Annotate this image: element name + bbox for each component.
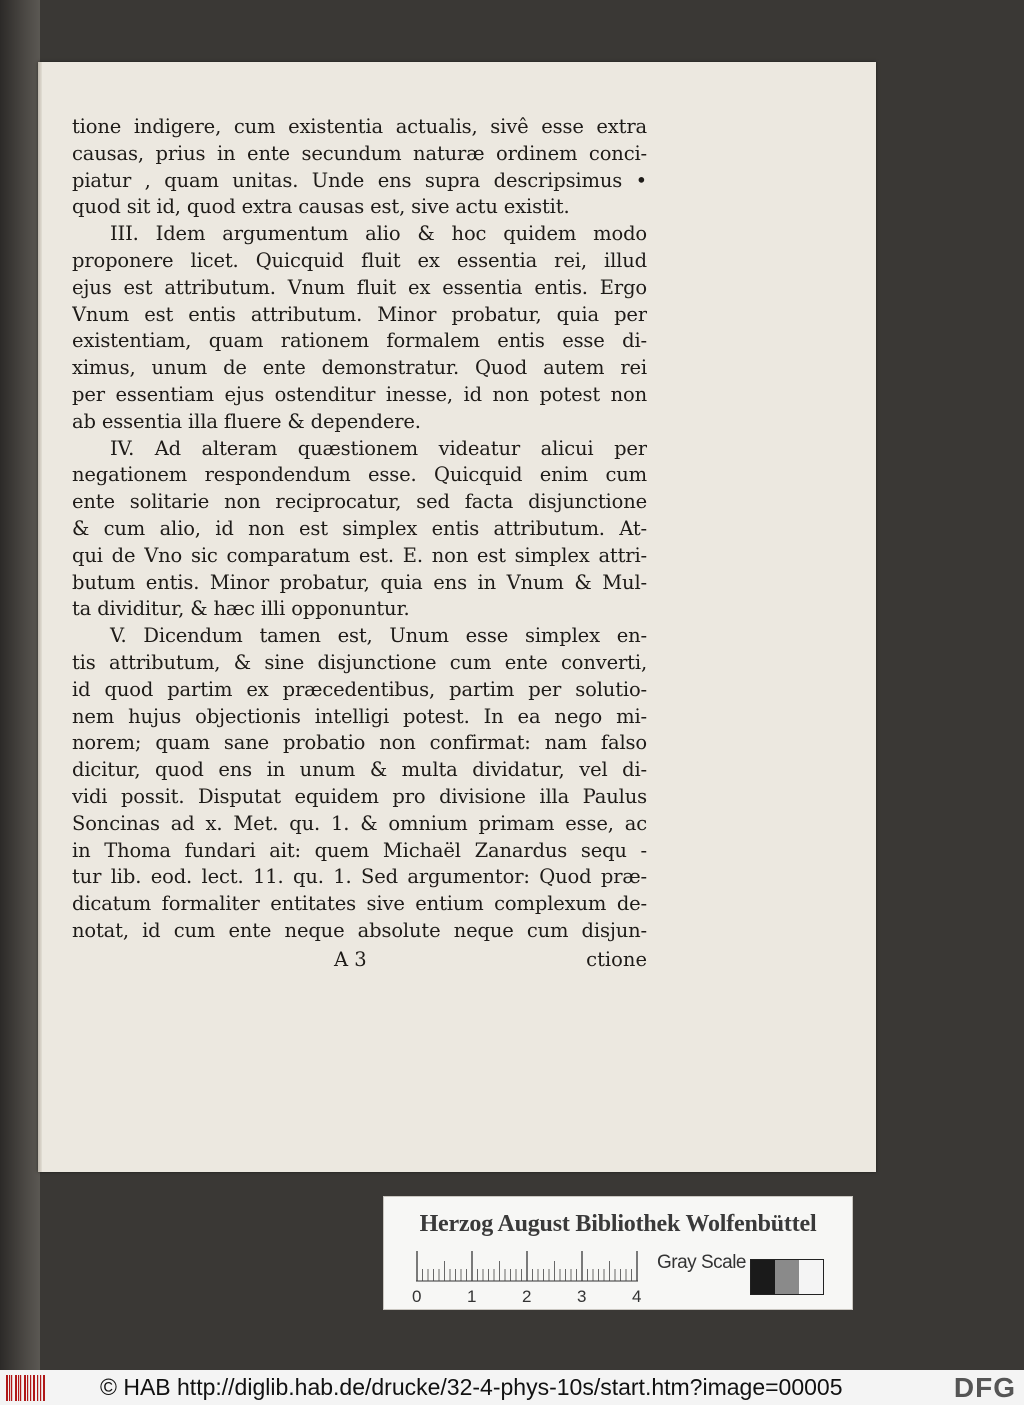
- text-line: tur lib. eod. lect. 11. qu. 1. Sed argumentor: Quod præ-: [72, 865, 647, 889]
- text-line: vidi possit. Disputat equidem pro divisione illa Paulus: [72, 784, 647, 808]
- text-line: nem hujus objectionis intelligi potest. In ea nego mi-: [72, 704, 647, 728]
- barcode-stripe: [37, 1375, 38, 1401]
- barcode-stripe: [27, 1375, 28, 1401]
- text-line: per essentiam ejus ostenditur inesse, id non potest non: [72, 382, 647, 406]
- ruler-scale: [416, 1250, 638, 1282]
- text-line: V. Dicendum tamen est, Unum esse simplex en-: [110, 624, 647, 648]
- text-line: IV. Ad alteram quæstionem videatur alicui per: [110, 436, 647, 460]
- text-line: proponere licet. Quicquid fluit ex essentia rei, illud: [72, 248, 647, 272]
- ruler-number: 1: [467, 1287, 477, 1306]
- text-line: ejus est attributum. Vnum fluit ex essentia entis. Ergo: [72, 275, 647, 299]
- text-line: dicatum formaliter entitates sive entium complexum de-: [72, 892, 647, 916]
- ruler-number: 4: [632, 1287, 642, 1306]
- swatch-black: [751, 1260, 775, 1294]
- barcode-stripe: [6, 1375, 8, 1401]
- library-name: Herzog August Bibliothek Wolfenbüttel: [419, 1211, 817, 1237]
- barcode-stripe: [43, 1375, 45, 1401]
- ruler-number: 2: [522, 1287, 532, 1306]
- barcode-stripe: [20, 1375, 21, 1401]
- dfg-logo: DFG: [953, 1372, 1016, 1403]
- catchword: ctione: [586, 948, 647, 971]
- ruler-number: 3: [577, 1287, 587, 1306]
- footer-bar: [0, 1370, 1024, 1405]
- text-line: id quod partim ex præcedentibus, partim per solutio-: [72, 677, 647, 701]
- text-line: tis attributum, & sine disjunctione cum ente converti,: [72, 650, 647, 674]
- gray-scale-label: Gray Scale: [657, 1252, 746, 1273]
- scanner-background: [0, 0, 40, 1370]
- swatch-gray: [775, 1260, 799, 1294]
- barcode-stripe: [15, 1375, 17, 1401]
- signature-mark: A 3: [334, 948, 367, 971]
- swatch-white: [799, 1260, 823, 1294]
- barcode-stripe: [40, 1375, 41, 1401]
- source-url[interactable]: © HAB http://diglib.hab.de/drucke/32-4-phys-10s/start.htm?image=00005: [100, 1374, 843, 1400]
- text-line: tione indigere, cum existentia actualis, sivê esse extra: [72, 115, 647, 138]
- page-edge: [38, 62, 42, 1172]
- text-line: ab essentia illa fluere & dependere.: [72, 409, 421, 433]
- text-line: existentiam, quam rationem formalem entis esse di-: [72, 329, 647, 353]
- barcode-stripe: [24, 1375, 26, 1401]
- text-line: ta dividitur, & hæc illi opponuntur.: [72, 597, 410, 621]
- text-line: quod sit id, quod extra causas est, sive actu existit.: [72, 195, 570, 219]
- text-line: butum entis. Minor probatur, quia ens in Vnum & Mul-: [72, 570, 647, 594]
- ruler-number: 0: [412, 1287, 422, 1306]
- text-line: Soncinas ad x. Met. qu. 1. & omnium primam esse, ac: [72, 811, 647, 835]
- barcode-stripe: [30, 1375, 31, 1401]
- text-line: causas, prius in ente secundum naturæ ordinem conci-: [72, 141, 647, 165]
- text-line: negationem respondendum esse. Quicquid enim cum: [72, 463, 647, 487]
- text-line: piatur , quam unitas. Unde ens supra descripsimus •: [72, 168, 647, 192]
- page-footer: [72, 948, 647, 978]
- barcode-stripe: [33, 1375, 35, 1401]
- library-color-card: [383, 1196, 853, 1310]
- page-text: [72, 114, 647, 945]
- barcode-stripe: [18, 1375, 19, 1401]
- barcode-stripe: [11, 1375, 12, 1401]
- gray-scale-swatches: [750, 1259, 824, 1295]
- barcode-stripe: [9, 1375, 10, 1401]
- text-line: dicitur, quod ens in unum & multa dividatur, vel di-: [72, 758, 647, 782]
- barcode-icon: [6, 1375, 46, 1401]
- text-line: qui de Vno sic comparatum est. E. non est simplex attri-: [72, 543, 647, 567]
- text-line: & cum alio, id non est simplex entis attributum. At-: [72, 516, 647, 540]
- text-line: ente solitarie non reciprocatur, sed facta disjunctione: [72, 490, 647, 514]
- text-line: Vnum est entis attributum. Minor probatur, quia per: [72, 302, 647, 326]
- text-line: in Thoma fundari ait: quem Michaël Zanardus sequ -: [72, 838, 647, 862]
- text-line: III. Idem argumentum alio & hoc quidem modo: [110, 222, 647, 246]
- text-line: notat, id cum ente neque absolute neque cum disjun-: [72, 918, 647, 942]
- text-line: ximus, unum de ente demonstratur. Quod autem rei: [72, 356, 647, 380]
- text-line: norem; quam sane probatio non confirmat: nam falso: [72, 731, 647, 755]
